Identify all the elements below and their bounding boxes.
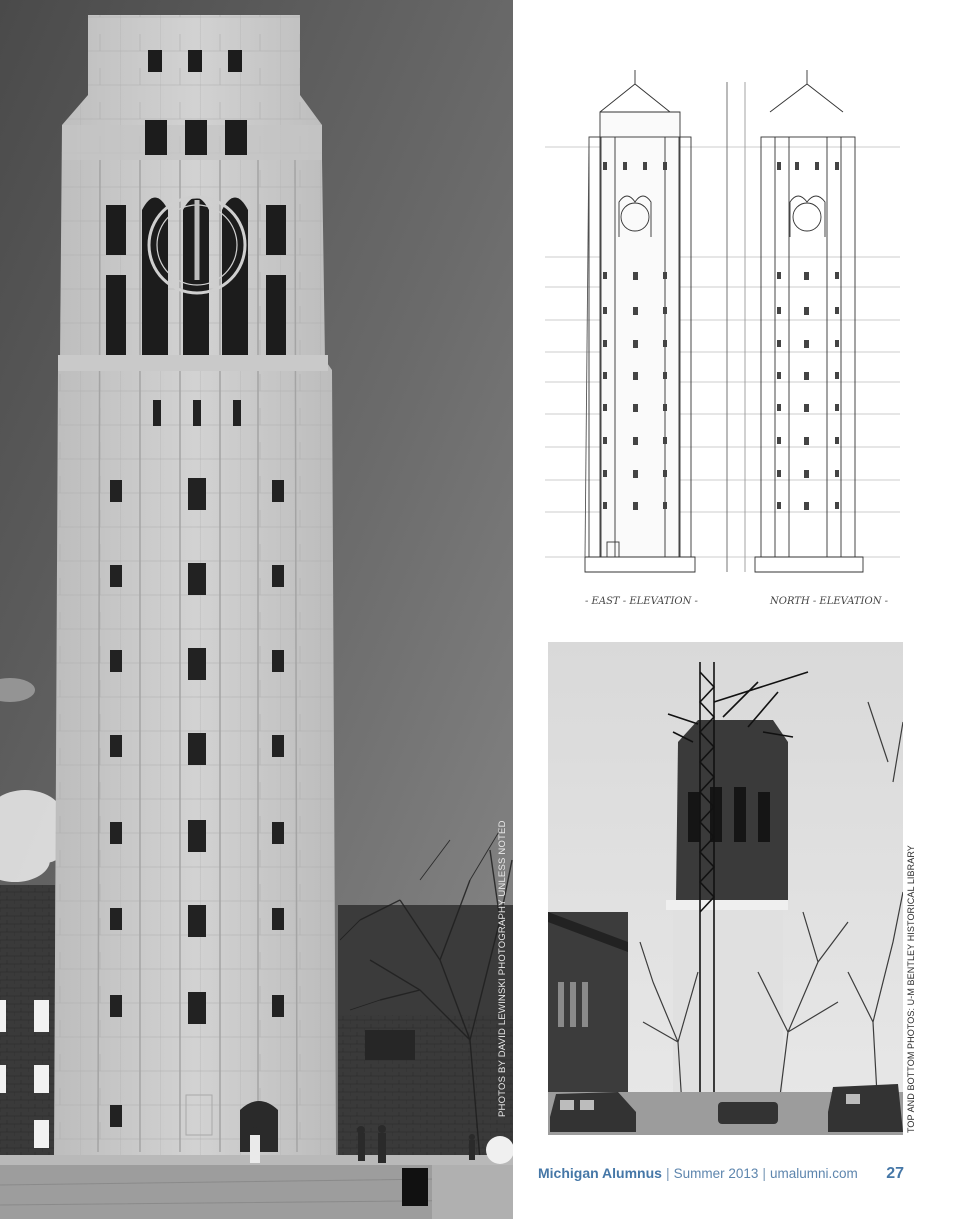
publication-name: Michigan Alumnus: [538, 1165, 662, 1181]
east-elevation: [585, 70, 695, 572]
construction-tower: [666, 720, 788, 1102]
issue-date: Summer 2013: [673, 1166, 759, 1181]
website-link[interactable]: umalumni.com: [770, 1166, 858, 1181]
photo-credit-right: TOP AND BOTTOM PHOTOS: U-M BENTLEY HISTORICAL LIBRARY: [906, 845, 916, 1133]
construction-photo: [548, 642, 903, 1135]
trash-can: [402, 1168, 428, 1206]
elevation-drawing: [545, 62, 905, 617]
page-number: 27: [886, 1165, 904, 1182]
photo-credit-left: PHOTOS BY DAVID LEWINSKI PHOTOGRAPHY UNLESS NOTED: [497, 820, 508, 1117]
east-elevation-label: - EAST - ELEVATION -: [585, 596, 698, 607]
north-elevation-label: NORTH - ELEVATION -: [770, 596, 889, 607]
page-footer: [538, 1165, 904, 1187]
tower: [54, 15, 336, 1155]
footer-separator: |: [665, 1165, 670, 1181]
footer-separator: |: [762, 1165, 767, 1181]
